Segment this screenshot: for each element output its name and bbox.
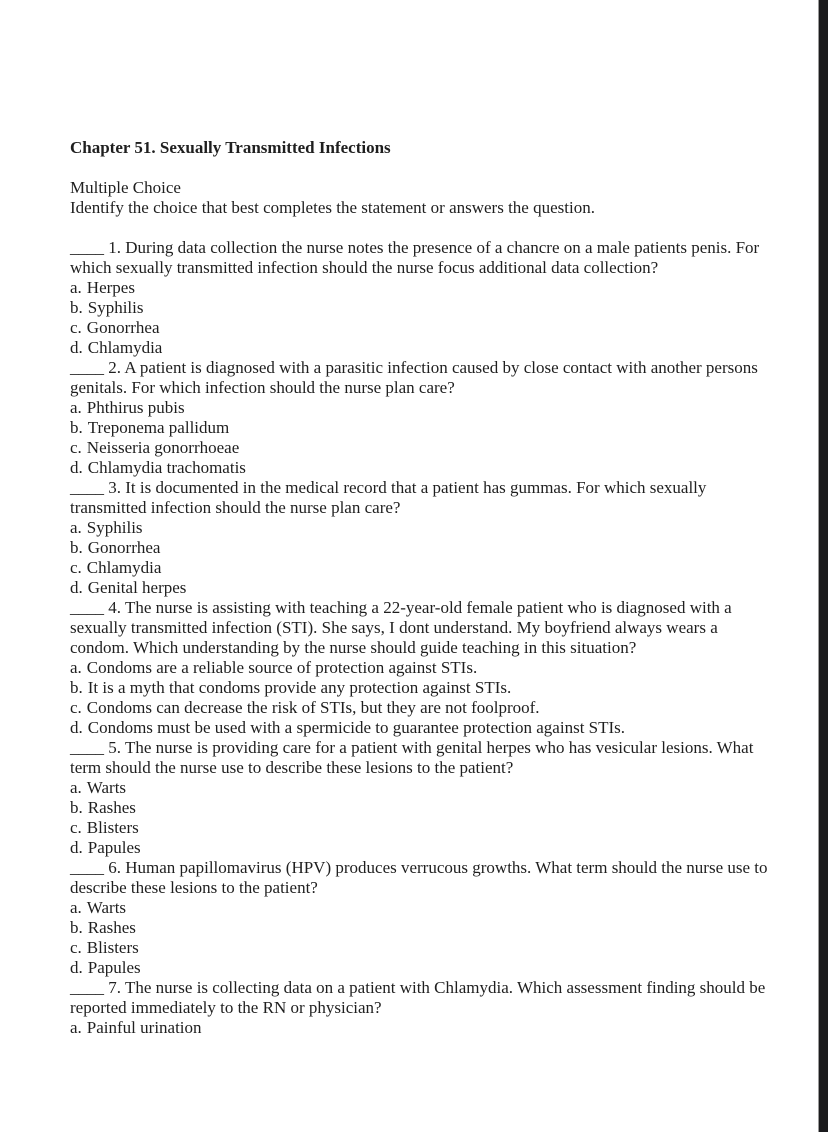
question (70, 978, 770, 1038)
option-letter: d. (70, 458, 83, 477)
option-text: Syphilis (87, 298, 144, 317)
option (70, 458, 770, 478)
option-letter: a. (70, 1018, 82, 1037)
document-content (70, 138, 770, 1038)
option-text: Treponema pallidum (87, 418, 230, 437)
question (70, 358, 770, 478)
option-text: Phthirus pubis (86, 398, 185, 417)
options (70, 778, 770, 858)
answer-blank: ____ (70, 858, 104, 877)
question (70, 238, 770, 358)
option (70, 818, 770, 838)
option-text: Syphilis (86, 518, 143, 537)
option-text: It is a myth that condoms provide any protection against STIs. (87, 678, 512, 697)
option (70, 398, 770, 418)
option-letter: a. (70, 778, 82, 797)
option (70, 778, 770, 798)
answer-blank: ____ (70, 978, 104, 997)
questions (70, 238, 770, 1038)
option-letter: b. (70, 798, 83, 817)
question-stem (70, 978, 770, 1018)
question-stem (70, 478, 770, 518)
option-text: Condoms must be used with a spermicide to guarantee protection against STIs. (87, 718, 626, 737)
question-stem (70, 238, 770, 278)
option-text: Warts (86, 898, 127, 917)
option (70, 278, 770, 298)
option-text: Warts (86, 778, 127, 797)
option-letter: c. (70, 318, 82, 337)
question-number: 2. (108, 358, 121, 377)
option-text: Rashes (87, 918, 136, 937)
option (70, 938, 770, 958)
option (70, 298, 770, 318)
question-stem (70, 598, 770, 658)
chapter-title: Chapter 51. Sexually Transmitted Infections (70, 138, 391, 157)
option-text: Blisters (86, 938, 139, 957)
option (70, 1018, 770, 1038)
option-letter: a. (70, 518, 82, 537)
question-number: 4. (108, 598, 121, 617)
options (70, 518, 770, 598)
option-text: Neisseria gonorrhoeae (86, 438, 240, 457)
option-letter: a. (70, 398, 82, 417)
option (70, 318, 770, 338)
option-text: Chlamydia trachomatis (87, 458, 246, 477)
option (70, 898, 770, 918)
options (70, 898, 770, 978)
question-number: 5. (108, 738, 121, 757)
option (70, 338, 770, 358)
option (70, 678, 770, 698)
option-text: Genital herpes (87, 578, 187, 597)
question (70, 858, 770, 978)
option-text: Papules (87, 958, 141, 977)
option-letter: b. (70, 918, 83, 937)
option (70, 558, 770, 578)
option-letter: d. (70, 338, 83, 357)
instructions: Identify the choice that best completes the statement or answers the question. (70, 198, 595, 217)
question (70, 738, 770, 858)
option-text: Chlamydia (87, 338, 163, 357)
option-text: Rashes (87, 798, 136, 817)
option (70, 918, 770, 938)
option-letter: c. (70, 698, 82, 717)
answer-blank: ____ (70, 738, 104, 757)
option (70, 718, 770, 738)
option-text: Herpes (86, 278, 135, 297)
answer-blank: ____ (70, 238, 104, 257)
question (70, 478, 770, 598)
option-letter: d. (70, 958, 83, 977)
option (70, 418, 770, 438)
option-letter: a. (70, 278, 82, 297)
question-stem (70, 858, 770, 898)
options (70, 658, 770, 738)
option (70, 518, 770, 538)
option-text: Gonorrhea (86, 318, 160, 337)
question-text: The nurse is assisting with teaching a 22-year-old female patient who is diagnosed with a sexually transmitted infection (STI). She says, I dont understand. My boyfriend always wears a condom. Which understanding by the nurse should guide teaching in this situation? (70, 598, 732, 657)
option-text: Painful urination (86, 1018, 202, 1037)
option-text: Condoms can decrease the risk of STIs, but they are not foolproof. (86, 698, 540, 717)
options (70, 1018, 770, 1038)
option-text: Papules (87, 838, 141, 857)
option-letter: d. (70, 718, 83, 737)
option-letter: c. (70, 438, 82, 457)
question-number: 6. (108, 858, 121, 877)
option (70, 538, 770, 558)
section-label: Multiple Choice (70, 178, 181, 197)
option-letter: a. (70, 658, 82, 677)
question-number: 7. (108, 978, 121, 997)
option-letter: b. (70, 298, 83, 317)
question-number: 1. (108, 238, 121, 257)
option-letter: c. (70, 938, 82, 957)
option (70, 798, 770, 818)
right-edge-bar (818, 0, 828, 1132)
option (70, 438, 770, 458)
question-text: The nurse is collecting data on a patient with Chlamydia. Which assessment finding should be reported immediately to the RN or physician? (70, 978, 766, 1017)
options (70, 398, 770, 478)
option (70, 658, 770, 678)
option (70, 958, 770, 978)
option-letter: b. (70, 418, 83, 437)
option-text: Blisters (86, 818, 139, 837)
option-text: Condoms are a reliable source of protection against STIs. (86, 658, 478, 677)
option-letter: c. (70, 558, 82, 577)
option (70, 838, 770, 858)
option (70, 698, 770, 718)
option-letter: d. (70, 578, 83, 597)
question-text: It is documented in the medical record that a patient has gummas. For which sexually transmitted infection should the nurse plan care? (70, 478, 707, 517)
option-letter: b. (70, 538, 83, 557)
option-letter: b. (70, 678, 83, 697)
option-text: Gonorrhea (87, 538, 161, 557)
option-letter: d. (70, 838, 83, 857)
question-text: Human papillomavirus (HPV) produces verrucous growths. What term should the nurse use to describe these lesions to the patient? (70, 858, 768, 897)
question-text: During data collection the nurse notes the presence of a chancre on a male patients penis. For which sexually transmitted infection should the nurse focus additional data collection? (70, 238, 760, 277)
question-stem (70, 738, 770, 778)
question-text: The nurse is providing care for a patient with genital herpes who has vesicular lesions. What term should the nurse use to describe these lesions to the patient? (70, 738, 754, 777)
question (70, 598, 770, 738)
answer-blank: ____ (70, 478, 104, 497)
answer-blank: ____ (70, 598, 104, 617)
option-letter: c. (70, 818, 82, 837)
option-letter: a. (70, 898, 82, 917)
options (70, 278, 770, 358)
option-text: Chlamydia (86, 558, 162, 577)
question-text: A patient is diagnosed with a parasitic infection caused by close contact with another persons genitals. For which infection should the nurse plan care? (70, 358, 758, 397)
question-number: 3. (108, 478, 121, 497)
answer-blank: ____ (70, 358, 104, 377)
question-stem (70, 358, 770, 398)
option (70, 578, 770, 598)
